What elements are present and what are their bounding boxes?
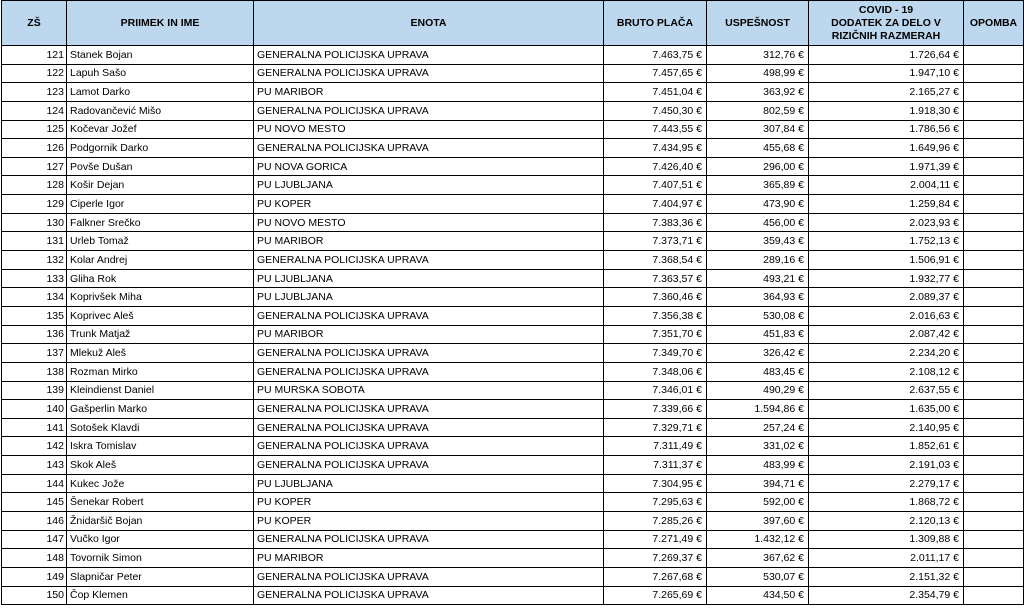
cell-covid-allowance: 2.151,32 €: [809, 567, 964, 586]
cell-note: [964, 493, 1024, 512]
table-row: [2, 64, 1024, 83]
cell-covid-allowance: 1.868,72 €: [809, 493, 964, 512]
cell-zs: 121: [2, 46, 67, 65]
cell-note: [964, 549, 1024, 568]
header-zs: ZŠ: [2, 1, 67, 46]
cell-unit: PU LJUBLJANA: [254, 288, 604, 307]
table-row: [2, 493, 1024, 512]
cell-zs: 128: [2, 176, 67, 195]
cell-success: 331,02 €: [707, 437, 809, 456]
table-row: [2, 83, 1024, 102]
cell-gross-salary: 7.450,30 €: [604, 101, 707, 120]
cell-covid-allowance: 1.918,30 €: [809, 101, 964, 120]
cell-covid-allowance: 2.279,17 €: [809, 474, 964, 493]
cell-zs: 129: [2, 195, 67, 214]
cell-note: [964, 251, 1024, 270]
salary-table: [1, 0, 1024, 605]
cell-name: Skok Aleš: [67, 456, 254, 475]
cell-unit: GENERALNA POLICIJSKA UPRAVA: [254, 567, 604, 586]
cell-name: Vučko Igor: [67, 530, 254, 549]
cell-covid-allowance: 1.726,64 €: [809, 46, 964, 65]
cell-unit: PU MARIBOR: [254, 549, 604, 568]
cell-unit: PU MARIBOR: [254, 83, 604, 102]
cell-success: 530,07 €: [707, 567, 809, 586]
cell-success: 493,21 €: [707, 269, 809, 288]
cell-covid-allowance: 2.234,20 €: [809, 344, 964, 363]
cell-gross-salary: 7.404,97 €: [604, 195, 707, 214]
cell-name: Rozman Mirko: [67, 362, 254, 381]
cell-zs: 139: [2, 381, 67, 400]
cell-zs: 126: [2, 139, 67, 158]
cell-name: Iskra Tomislav: [67, 437, 254, 456]
cell-covid-allowance: 1.259,84 €: [809, 195, 964, 214]
cell-name: Košir Dejan: [67, 176, 254, 195]
table-row: [2, 549, 1024, 568]
cell-zs: 136: [2, 325, 67, 344]
cell-unit: PU LJUBLJANA: [254, 176, 604, 195]
cell-zs: 143: [2, 456, 67, 475]
table-row: [2, 139, 1024, 158]
header-success: USPEŠNOST: [707, 1, 809, 46]
cell-gross-salary: 7.363,57 €: [604, 269, 707, 288]
cell-name: Gašperlin Marko: [67, 400, 254, 419]
cell-name: Kleindienst Daniel: [67, 381, 254, 400]
cell-unit: PU NOVO MESTO: [254, 213, 604, 232]
cell-covid-allowance: 2.120,13 €: [809, 512, 964, 531]
cell-note: [964, 139, 1024, 158]
cell-gross-salary: 7.434,95 €: [604, 139, 707, 158]
cell-gross-salary: 7.311,49 €: [604, 437, 707, 456]
header-covid-line3: RIZIČNIH RAZMERAH: [831, 29, 941, 42]
cell-success: 1.432,12 €: [707, 530, 809, 549]
cell-success: 483,45 €: [707, 362, 809, 381]
cell-success: 289,16 €: [707, 251, 809, 270]
cell-note: [964, 530, 1024, 549]
cell-name: Povše Dušan: [67, 157, 254, 176]
cell-unit: PU KOPER: [254, 493, 604, 512]
cell-covid-allowance: 1.947,10 €: [809, 64, 964, 83]
cell-name: Koprivec Aleš: [67, 306, 254, 325]
cell-gross-salary: 7.346,01 €: [604, 381, 707, 400]
cell-covid-allowance: 2.165,27 €: [809, 83, 964, 102]
cell-gross-salary: 7.348,06 €: [604, 362, 707, 381]
header-covid-line1: COVID - 19: [858, 3, 914, 16]
cell-covid-allowance: 1.786,56 €: [809, 120, 964, 139]
cell-note: [964, 325, 1024, 344]
cell-success: 530,08 €: [707, 306, 809, 325]
cell-success: 473,90 €: [707, 195, 809, 214]
cell-zs: 147: [2, 530, 67, 549]
cell-success: 363,92 €: [707, 83, 809, 102]
cell-success: 592,00 €: [707, 493, 809, 512]
table-row: [2, 120, 1024, 139]
table-row: [2, 195, 1024, 214]
cell-unit: PU NOVO MESTO: [254, 120, 604, 139]
cell-unit: GENERALNA POLICIJSKA UPRAVA: [254, 306, 604, 325]
header-covid-allowance: [809, 1, 964, 46]
cell-unit: GENERALNA POLICIJSKA UPRAVA: [254, 586, 604, 605]
cell-note: [964, 437, 1024, 456]
header-note: OPOMBA: [964, 1, 1024, 46]
cell-gross-salary: 7.265,69 €: [604, 586, 707, 605]
cell-zs: 144: [2, 474, 67, 493]
header-covid-line2: DODATEK ZA DELO V: [831, 16, 941, 29]
cell-gross-salary: 7.295,63 €: [604, 493, 707, 512]
cell-name: Podgornik Darko: [67, 139, 254, 158]
cell-success: 397,60 €: [707, 512, 809, 531]
cell-covid-allowance: 1.852,61 €: [809, 437, 964, 456]
cell-name: Kočevar Jožef: [67, 120, 254, 139]
cell-success: 326,42 €: [707, 344, 809, 363]
table-row: [2, 325, 1024, 344]
cell-note: [964, 195, 1024, 214]
cell-unit: PU MARIBOR: [254, 325, 604, 344]
cell-covid-allowance: 1.752,13 €: [809, 232, 964, 251]
cell-gross-salary: 7.339,66 €: [604, 400, 707, 419]
cell-zs: 135: [2, 306, 67, 325]
cell-name: Falkner Srečko: [67, 213, 254, 232]
cell-gross-salary: 7.271,49 €: [604, 530, 707, 549]
cell-zs: 137: [2, 344, 67, 363]
table-row: [2, 101, 1024, 120]
cell-note: [964, 288, 1024, 307]
cell-name: Kolar Andrej: [67, 251, 254, 270]
cell-success: 434,50 €: [707, 586, 809, 605]
cell-covid-allowance: 2.004,11 €: [809, 176, 964, 195]
cell-covid-allowance: 2.089,37 €: [809, 288, 964, 307]
cell-unit: GENERALNA POLICIJSKA UPRAVA: [254, 46, 604, 65]
cell-covid-allowance: 2.011,17 €: [809, 549, 964, 568]
cell-covid-allowance: 2.140,95 €: [809, 418, 964, 437]
cell-name: Slapničar Peter: [67, 567, 254, 586]
table-row: [2, 530, 1024, 549]
cell-covid-allowance: 2.637,55 €: [809, 381, 964, 400]
cell-zs: 132: [2, 251, 67, 270]
cell-note: [964, 512, 1024, 531]
cell-covid-allowance: 2.016,63 €: [809, 306, 964, 325]
cell-name: Tovornik Simon: [67, 549, 254, 568]
cell-gross-salary: 7.269,37 €: [604, 549, 707, 568]
cell-success: 456,00 €: [707, 213, 809, 232]
cell-unit: GENERALNA POLICIJSKA UPRAVA: [254, 251, 604, 270]
cell-name: Gliha Rok: [67, 269, 254, 288]
cell-note: [964, 456, 1024, 475]
cell-name: Radovančević Mišo: [67, 101, 254, 120]
cell-note: [964, 381, 1024, 400]
cell-covid-allowance: 2.108,12 €: [809, 362, 964, 381]
cell-note: [964, 474, 1024, 493]
cell-unit: GENERALNA POLICIJSKA UPRAVA: [254, 139, 604, 158]
cell-unit: GENERALNA POLICIJSKA UPRAVA: [254, 362, 604, 381]
table-body: [2, 46, 1024, 605]
cell-success: 455,68 €: [707, 139, 809, 158]
cell-gross-salary: 7.285,26 €: [604, 512, 707, 531]
cell-covid-allowance: 2.191,03 €: [809, 456, 964, 475]
table-row: [2, 251, 1024, 270]
cell-name: Čop Klemen: [67, 586, 254, 605]
table-row: [2, 46, 1024, 65]
cell-note: [964, 46, 1024, 65]
cell-gross-salary: 7.368,54 €: [604, 251, 707, 270]
cell-note: [964, 418, 1024, 437]
header-row: [2, 1, 1024, 46]
cell-unit: PU LJUBLJANA: [254, 474, 604, 493]
table-row: [2, 213, 1024, 232]
table-row: [2, 586, 1024, 605]
cell-covid-allowance: 1.971,39 €: [809, 157, 964, 176]
table-row: [2, 306, 1024, 325]
table-row: [2, 567, 1024, 586]
cell-zs: 133: [2, 269, 67, 288]
cell-gross-salary: 7.360,46 €: [604, 288, 707, 307]
cell-success: 1.594,86 €: [707, 400, 809, 419]
cell-success: 802,59 €: [707, 101, 809, 120]
cell-note: [964, 269, 1024, 288]
cell-zs: 150: [2, 586, 67, 605]
cell-name: Trunk Matjaž: [67, 325, 254, 344]
cell-note: [964, 176, 1024, 195]
cell-note: [964, 64, 1024, 83]
cell-unit: PU KOPER: [254, 195, 604, 214]
cell-success: 365,89 €: [707, 176, 809, 195]
cell-zs: 142: [2, 437, 67, 456]
cell-success: 296,00 €: [707, 157, 809, 176]
cell-unit: PU MARIBOR: [254, 232, 604, 251]
cell-gross-salary: 7.351,70 €: [604, 325, 707, 344]
table-row: [2, 344, 1024, 363]
cell-name: Urleb Tomaž: [67, 232, 254, 251]
cell-gross-salary: 7.451,04 €: [604, 83, 707, 102]
table-row: [2, 456, 1024, 475]
table-row: [2, 176, 1024, 195]
cell-note: [964, 306, 1024, 325]
table-row: [2, 418, 1024, 437]
cell-name: Stanek Bojan: [67, 46, 254, 65]
cell-covid-allowance: 1.309,88 €: [809, 530, 964, 549]
cell-note: [964, 157, 1024, 176]
cell-zs: 140: [2, 400, 67, 419]
cell-gross-salary: 7.407,51 €: [604, 176, 707, 195]
cell-zs: 125: [2, 120, 67, 139]
cell-note: [964, 567, 1024, 586]
cell-success: 257,24 €: [707, 418, 809, 437]
cell-gross-salary: 7.373,71 €: [604, 232, 707, 251]
table-row: [2, 269, 1024, 288]
cell-gross-salary: 7.383,36 €: [604, 213, 707, 232]
cell-gross-salary: 7.463,75 €: [604, 46, 707, 65]
header-gross-salary: BRUTO PLAČA: [604, 1, 707, 46]
cell-unit: GENERALNA POLICIJSKA UPRAVA: [254, 400, 604, 419]
cell-unit: GENERALNA POLICIJSKA UPRAVA: [254, 64, 604, 83]
cell-gross-salary: 7.356,38 €: [604, 306, 707, 325]
cell-zs: 124: [2, 101, 67, 120]
table-row: [2, 400, 1024, 419]
cell-name: Sotošek Klavdi: [67, 418, 254, 437]
cell-name: Kukec Jože: [67, 474, 254, 493]
cell-gross-salary: 7.443,55 €: [604, 120, 707, 139]
cell-zs: 146: [2, 512, 67, 531]
cell-covid-allowance: 2.354,79 €: [809, 586, 964, 605]
cell-note: [964, 213, 1024, 232]
cell-name: Lapuh Sašo: [67, 64, 254, 83]
cell-success: 451,83 €: [707, 325, 809, 344]
cell-success: 307,84 €: [707, 120, 809, 139]
cell-covid-allowance: 1.506,91 €: [809, 251, 964, 270]
cell-zs: 145: [2, 493, 67, 512]
cell-zs: 122: [2, 64, 67, 83]
cell-zs: 134: [2, 288, 67, 307]
cell-note: [964, 83, 1024, 102]
cell-gross-salary: 7.457,65 €: [604, 64, 707, 83]
cell-success: 359,43 €: [707, 232, 809, 251]
cell-note: [964, 101, 1024, 120]
cell-success: 367,62 €: [707, 549, 809, 568]
table-row: [2, 381, 1024, 400]
cell-zs: 130: [2, 213, 67, 232]
cell-unit: GENERALNA POLICIJSKA UPRAVA: [254, 456, 604, 475]
cell-zs: 138: [2, 362, 67, 381]
cell-covid-allowance: 1.649,96 €: [809, 139, 964, 158]
cell-name: Šenekar Robert: [67, 493, 254, 512]
cell-zs: 123: [2, 83, 67, 102]
cell-note: [964, 362, 1024, 381]
table-row: [2, 474, 1024, 493]
cell-gross-salary: 7.426,40 €: [604, 157, 707, 176]
cell-success: 483,99 €: [707, 456, 809, 475]
cell-gross-salary: 7.329,71 €: [604, 418, 707, 437]
cell-zs: 127: [2, 157, 67, 176]
cell-covid-allowance: 1.635,00 €: [809, 400, 964, 419]
cell-unit: GENERALNA POLICIJSKA UPRAVA: [254, 437, 604, 456]
table-row: [2, 362, 1024, 381]
table-row: [2, 437, 1024, 456]
cell-note: [964, 586, 1024, 605]
cell-success: 394,71 €: [707, 474, 809, 493]
cell-zs: 148: [2, 549, 67, 568]
cell-zs: 149: [2, 567, 67, 586]
cell-zs: 141: [2, 418, 67, 437]
cell-covid-allowance: 2.087,42 €: [809, 325, 964, 344]
cell-unit: PU LJUBLJANA: [254, 269, 604, 288]
header-unit: ENOTA: [254, 1, 604, 46]
cell-gross-salary: 7.349,70 €: [604, 344, 707, 363]
cell-unit: GENERALNA POLICIJSKA UPRAVA: [254, 344, 604, 363]
cell-gross-salary: 7.311,37 €: [604, 456, 707, 475]
cell-success: 312,76 €: [707, 46, 809, 65]
table-row: [2, 232, 1024, 251]
cell-note: [964, 232, 1024, 251]
cell-success: 498,99 €: [707, 64, 809, 83]
cell-gross-salary: 7.267,68 €: [604, 567, 707, 586]
cell-unit: PU MURSKA SOBOTA: [254, 381, 604, 400]
cell-unit: PU NOVA GORICA: [254, 157, 604, 176]
cell-note: [964, 344, 1024, 363]
cell-unit: GENERALNA POLICIJSKA UPRAVA: [254, 530, 604, 549]
table-row: [2, 512, 1024, 531]
cell-name: Lamot Darko: [67, 83, 254, 102]
table-row: [2, 157, 1024, 176]
cell-success: 490,29 €: [707, 381, 809, 400]
cell-unit: GENERALNA POLICIJSKA UPRAVA: [254, 101, 604, 120]
cell-note: [964, 400, 1024, 419]
cell-gross-salary: 7.304,95 €: [604, 474, 707, 493]
header-name: PRIIMEK IN IME: [67, 1, 254, 46]
table-header: [2, 1, 1024, 46]
cell-zs: 131: [2, 232, 67, 251]
cell-unit: PU KOPER: [254, 512, 604, 531]
cell-success: 364,93 €: [707, 288, 809, 307]
cell-name: Ciperle Igor: [67, 195, 254, 214]
cell-name: Koprivšek Miha: [67, 288, 254, 307]
cell-name: Mlekuž Aleš: [67, 344, 254, 363]
cell-note: [964, 120, 1024, 139]
cell-name: Žnidaršič Bojan: [67, 512, 254, 531]
cell-covid-allowance: 1.932,77 €: [809, 269, 964, 288]
table-row: [2, 288, 1024, 307]
cell-covid-allowance: 2.023,93 €: [809, 213, 964, 232]
cell-unit: GENERALNA POLICIJSKA UPRAVA: [254, 418, 604, 437]
